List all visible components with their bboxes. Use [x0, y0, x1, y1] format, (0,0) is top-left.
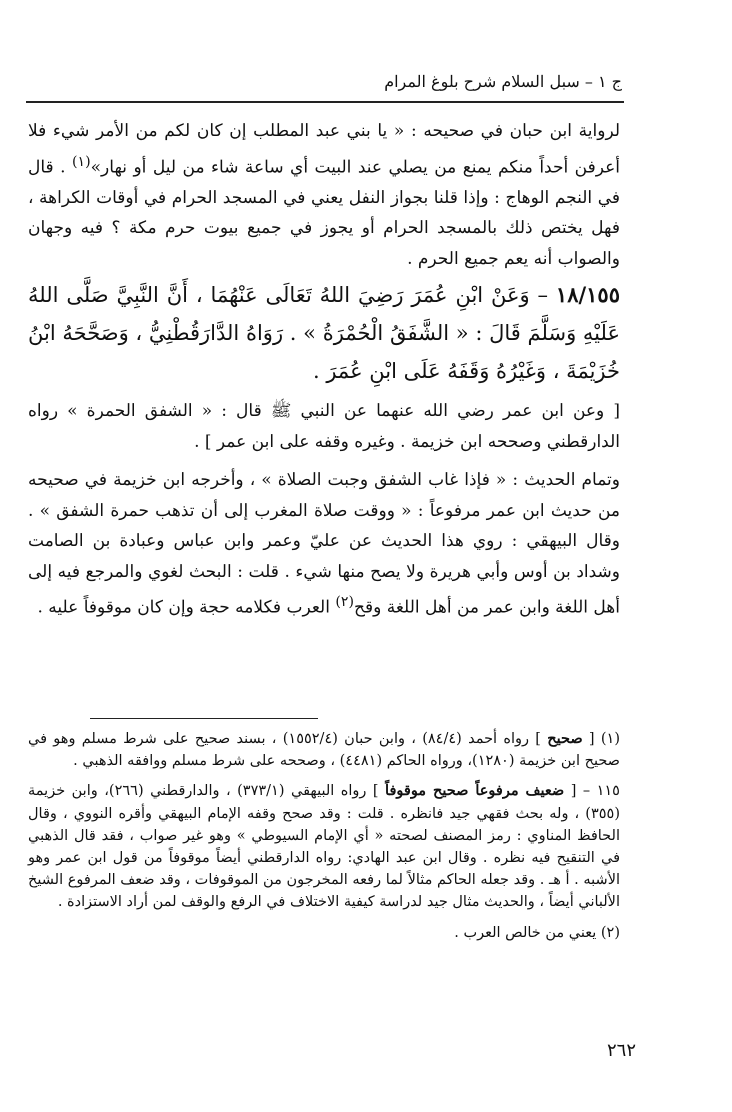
footnote-text: ] رواه البيهقي (٣٧٣/١) ، والدارقطني (٢٦٦)، وابن خزيمة (٣٥٥) ، وله بحث فقهي جيد فانظره . قلت : وقد صحح وقفه الإمام البيهقي وأقره النووي ، وقال الحافظ المناوي : رمز المصنف لصحته « أي الإمام السيوطي » وهو غير صواب ، فقد قال الذهبي في التنقيح فيه نظره . وقال ابن عبد الهادي: رواه الدارقطني أيضاً موقوفاً من قول ابن عمر وهو الأشبه . أ هـ . وقد جعله الحاكم مثالاً لما رفعه المخرجون من الموقوفات ، وقد ضعف المرفوع الشيخ الألباني أيضاً ، والحديث مثال جيد لدراسة كيفية الاختلاف في الرفع والوقف لمن أراد الاستزادة .: [28, 783, 620, 911]
commentary-paragraph-2: [28, 465, 620, 623]
footnotes: [28, 728, 620, 952]
page-number: ٢٦٢: [606, 1040, 636, 1061]
hadith-body: – وَعَنْ ابْنِ عُمَرَ رَضِيَ اللهُ تَعَالَى عَنْهُمَا ، أَنَّ النَّبِيَّ صَلَّى اللهُ عَلَيْهِ وَسَلَّمَ قَالَ : « الشَّفَقُ الْحُمْرَةُ » . رَوَاهُ الدَّارَقُطْنِيُّ ، وَصَحَّحَهُ ابْنُ خُزَيْمَةَ ، وَغَيْرُهُ وَقَفَهُ عَلَى ابْنِ عُمَرَ .: [28, 283, 620, 384]
running-header: ج ١ – سبل السلام شرح بلوغ المرام: [384, 72, 622, 91]
footnote-2: [28, 780, 620, 913]
commentary-paragraph-1: [28, 116, 620, 274]
paragraph-text: . قال في النجم الوهاج : وإذا قلنا بجواز النفل يعني في المسجد الحرام في أوقات الكراهة ، فهل يختص ذلك بالمسجد الحرام أو يجوز في جميع بيوت حرم مكة ؟ فيه وجهان والصواب أنه يعم جميع الحرم .: [28, 157, 620, 269]
main-text: [28, 116, 620, 623]
hadith-text: [28, 276, 620, 390]
footnote-mark: (١) [: [582, 731, 620, 747]
footnote-ref-1: (١): [71, 153, 91, 170]
footnote-1: [28, 728, 620, 772]
header-divider: [26, 101, 624, 103]
translation-paragraph: [ وعن ابن عمر رضي الله عنهما عن النبي ﷺ قال : « الشفق الحمرة » رواه الدارقطني وصححه ابن خزيمة . وغيره وقفه على ابن عمر ] .: [28, 401, 620, 452]
hadith-number: ١٨/١٥٥: [555, 282, 620, 308]
footnote-3: (٢) يعني من خالص العرب .: [454, 924, 620, 941]
paragraph-text: وتمام الحديث : « فإذا غاب الشفق وجبت الصلاة » ، وأخرجه ابن خزيمة في صحيحه من حديث ابن عمر مرفوعاً : « ووقت صلاة المغرب إلى أن تذهب حمرة الشفق » . وقال البيهقي : روي هذا الحديث عن عليّ وعمر وابن عباس وعبادة بن الصامت وشداد بن أوس وأبي هريرة ولا يصح منها شيء . قلت : البحث لغوي والمرجع فيه إلى أهل اللغة وابن عمر من أهل اللغة وقح: [28, 470, 620, 618]
footnote-mark: ١١٥ – [: [564, 783, 620, 800]
footnote-grade: ضعيف مرفوعاً صحيح موقوفاً: [385, 782, 565, 800]
paragraph-text: العرب فكلامه حجة وإن كان موقوفاً عليه .: [37, 597, 336, 618]
footnote-text: ] رواه أحمد (٨٤/٤) ، وابن حبان (١٥٥٢/٤) ، بسند صحيح على شرط مسلم وهو في صحيح ابن خزيمة (١٢٨٠)، ورواه الحاكم (٤٤٨١) ، وصححه على شرط مسلم ووافقه الذهبي .: [28, 731, 620, 770]
spacer: [28, 457, 620, 465]
footnote-grade: صحيح: [547, 730, 583, 747]
footnote-divider: [90, 718, 318, 719]
footnote-ref-2: (٢): [335, 594, 355, 611]
paragraph-text: لرواية ابن حبان في صحيحه : « يا بني عبد المطلب إن كان لكم من الأمر شيء فلا أعرفن أحداً منكم يمنع من يصلي عند البيت أي ساعة شاء من ليل أو نهار»: [28, 121, 620, 178]
